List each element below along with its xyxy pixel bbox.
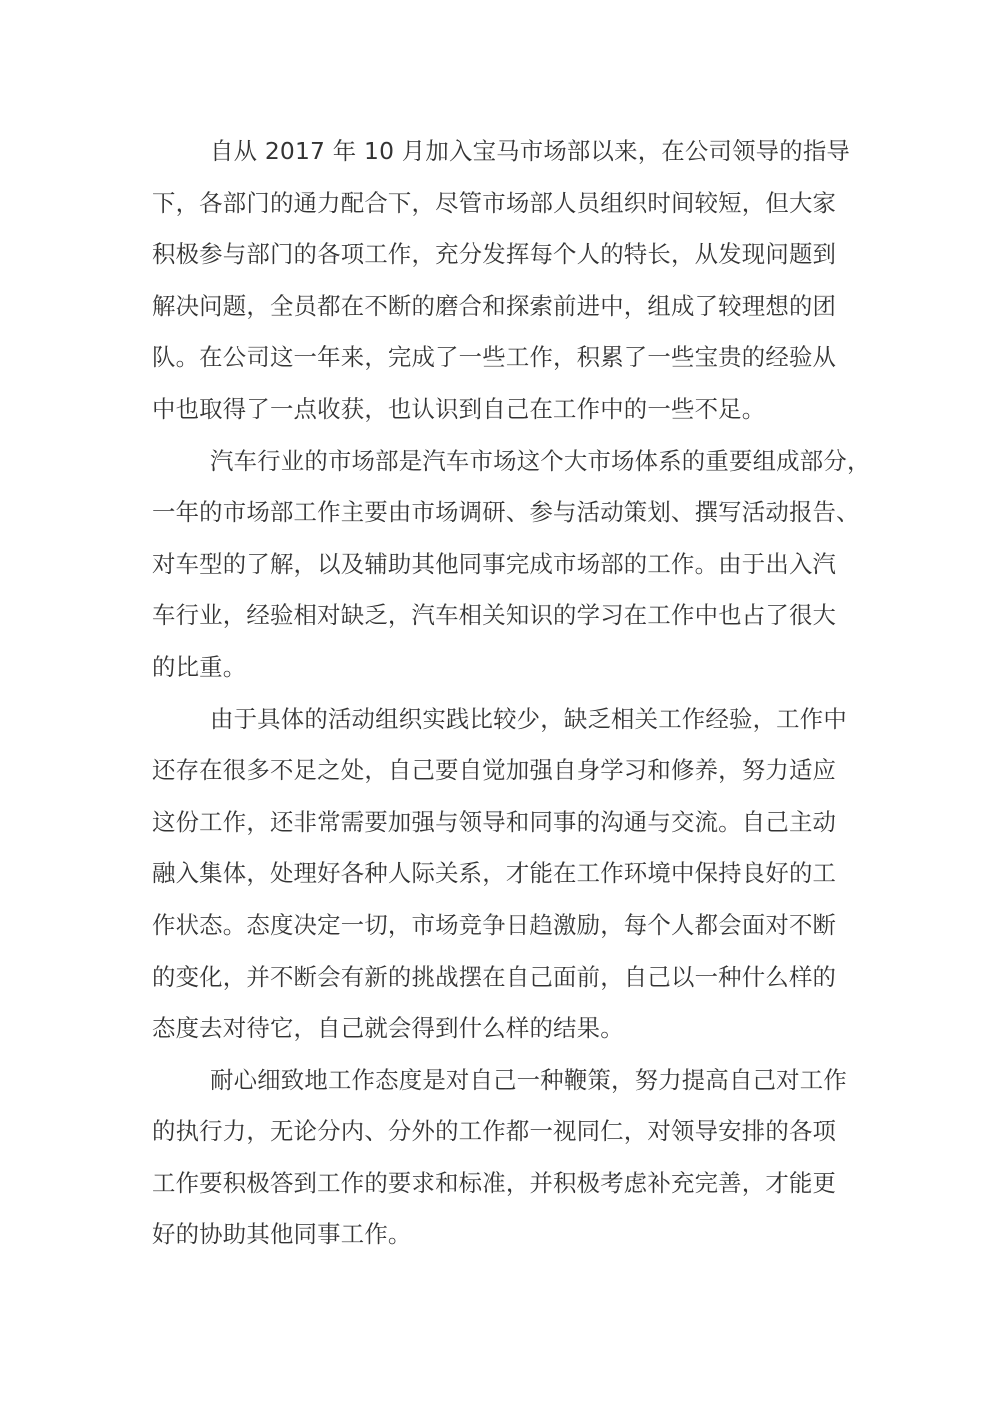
- text-line: 下，各部门的通力配合下，尽管市场部人员组织时间较短，但大家: [152, 188, 837, 217]
- paragraph-3: [152, 694, 864, 1055]
- text-line: 汽车行业的市场部是汽车市场这个大市场体系的重要组成部分，: [210, 446, 871, 475]
- text-line: 耐心细致地工作态度是对自己一种鞭策，努力提高自己对工作: [210, 1065, 847, 1094]
- text-line: 这份工作，还非常需要加强与领导和同事的沟通与交流。自己主动: [152, 807, 837, 836]
- text-line: 积极参与部门的各项工作，充分发挥每个人的特长，从发现问题到: [152, 240, 837, 269]
- text-line: 解决问题，全员都在不断的磨合和探索前进中，组成了较理想的团: [152, 291, 837, 320]
- text-line: 中也取得了一点收获，也认识到自己在工作中的一些不足。: [152, 394, 766, 423]
- text-line: 自从 2017 年 10 月加入宝马市场部以来，在公司领导的指导: [210, 137, 851, 165]
- paragraph-4: [152, 1055, 864, 1261]
- text-line: 作状态。态度决定一切，市场竞争日趋激励，每个人都会面对不断: [152, 910, 837, 939]
- text-line: 还存在很多不足之处，自己要自觉加强自身学习和修养，努力适应: [152, 756, 837, 785]
- paragraph-1: [152, 126, 864, 436]
- text-line: 的比重。: [152, 652, 247, 681]
- text-line: 好的协助其他同事工作。: [152, 1220, 412, 1249]
- text-line: 态度去对待它，自己就会得到什么样的结果。: [152, 1014, 624, 1043]
- text-line: 一年的市场部工作主要由市场调研、参与活动策划、撰写活动报告、: [152, 498, 860, 527]
- text-line: 融入集体，处理好各种人际关系，才能在工作环境中保持良好的工: [152, 859, 837, 888]
- text-line: 对车型的了解，以及辅助其他同事完成市场部的工作。由于出入汽: [152, 549, 837, 578]
- text-line: 车行业，经验相对缺乏，汽车相关知识的学习在工作中也占了很大: [152, 601, 837, 630]
- paragraph-2: [152, 436, 871, 694]
- text-line: 由于具体的活动组织实践比较少，缺乏相关工作经验，工作中: [210, 704, 847, 733]
- text-line: 队。在公司这一年来，完成了一些工作，积累了一些宝贵的经验从: [152, 343, 837, 372]
- text-line: 的变化，并不断会有新的挑战摆在自己面前，自己以一种什么样的: [152, 962, 837, 991]
- text-line: 工作要积极答到工作的要求和标准，并积极考虑补充完善，才能更: [152, 1168, 837, 1197]
- text-line: 的执行力，无论分内、分外的工作都一视同仁，对领导安排的各项: [152, 1117, 837, 1146]
- document-body: [152, 126, 871, 1261]
